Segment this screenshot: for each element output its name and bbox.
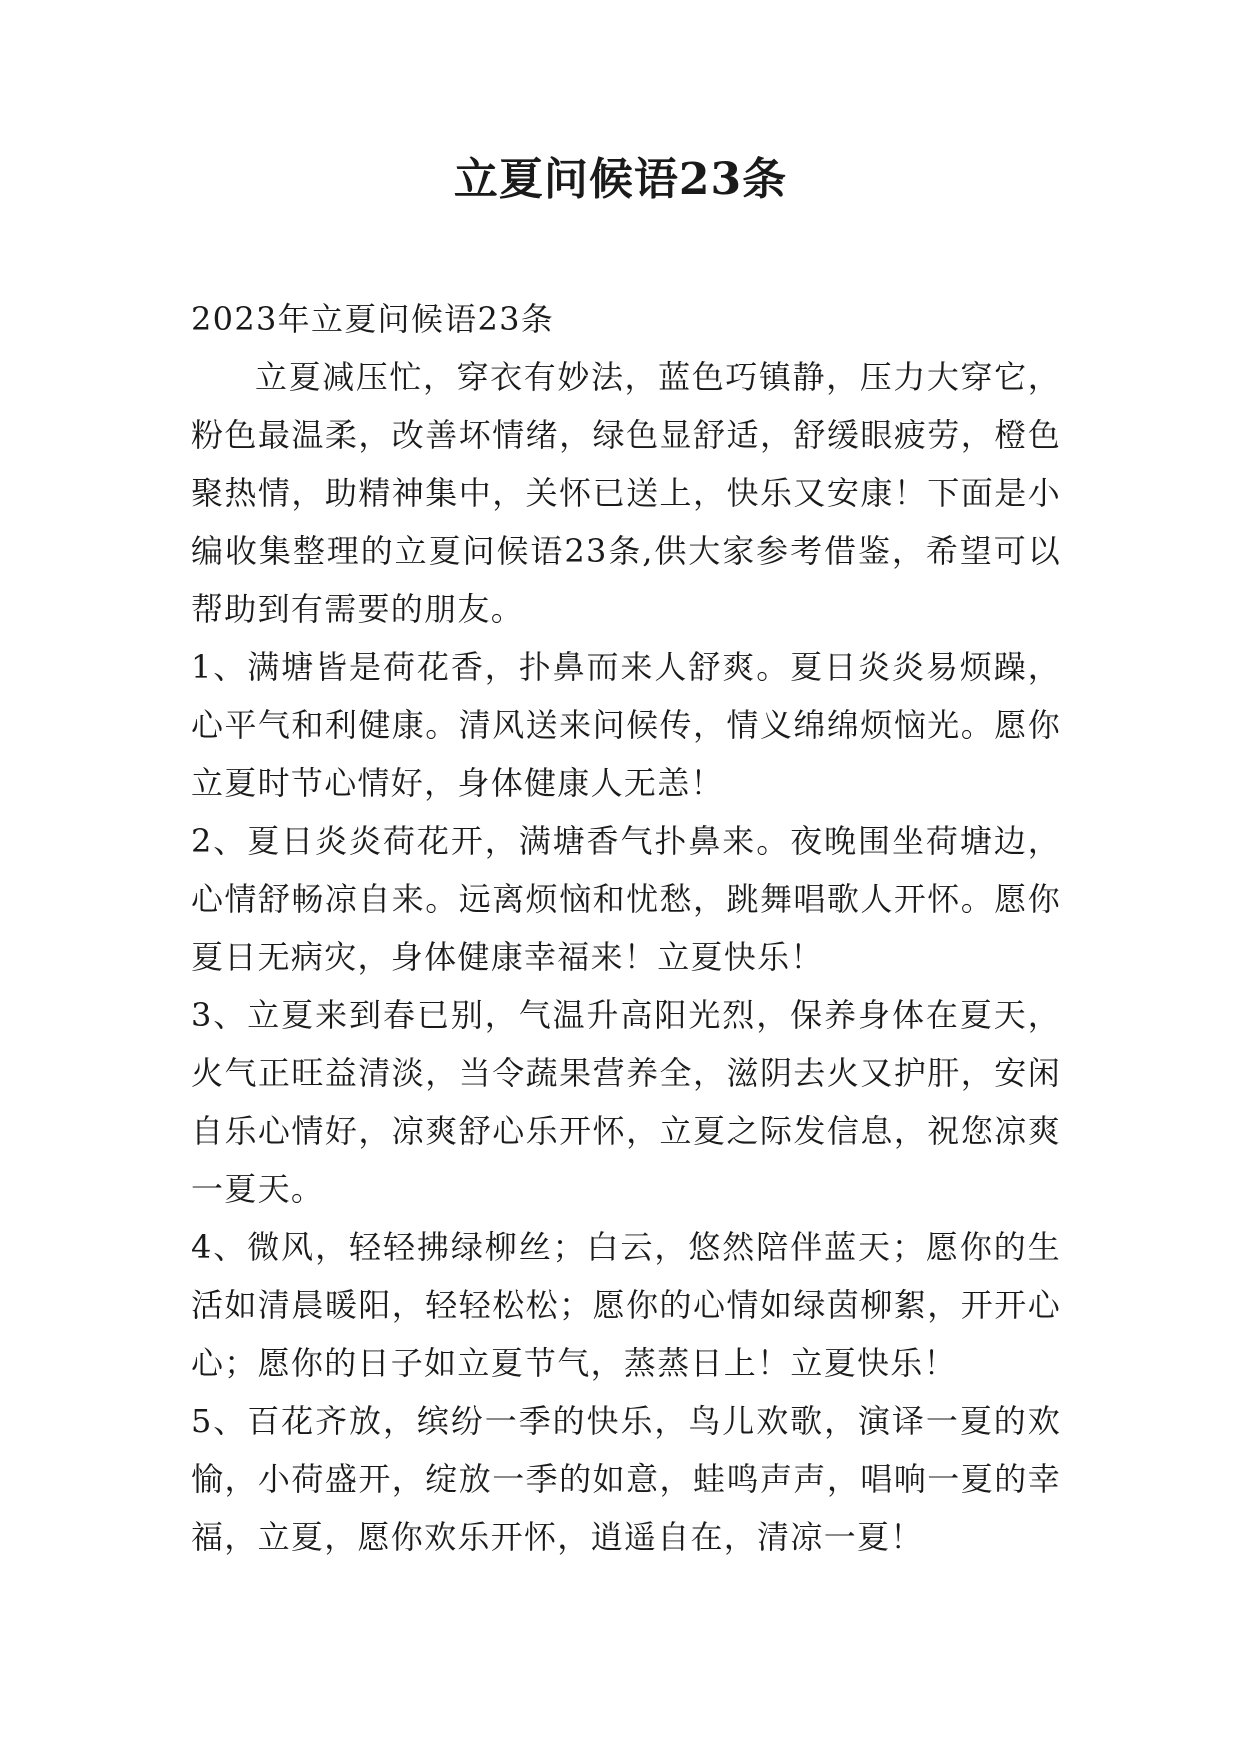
greeting-item-4: 4、微风，轻轻拂绿柳丝；白云，悠然陪伴蓝天；愿你的生活如清晨暖阳，轻轻松松；愿你的心情如绿茵柳絮，开开心心；愿你的日子如立夏节气，蒸蒸日上！立夏快乐！ [191, 1228, 1061, 1382]
greeting-item-1: 1、满塘皆是荷花香，扑鼻而来人舒爽。夏日炎炎易烦躁，心平气和利健康。清风送来问候传，情义绵绵烦恼光。愿你立夏时节心情好，身体健康人无恙！ [191, 648, 1061, 802]
document-subtitle: 2023年立夏问候语23条 [191, 300, 555, 338]
document-title: 立夏问候语23条 [453, 154, 788, 205]
greeting-item-3: 3、立夏来到春已别，气温升高阳光烈，保养身体在夏天，火气正旺益清淡，当令蔬果营养全，滋阴去火又护肝，安闲自乐心情好，凉爽舒心乐开怀，立夏之际发信息，祝您凉爽一夏天。 [191, 996, 1061, 1208]
greeting-item-2: 2、夏日炎炎荷花开，满塘香气扑鼻来。夜晚围坐荷塘边，心情舒畅凉自来。远离烦恼和忧愁，跳舞唱歌人开怀。愿你夏日无病灾，身体健康幸福来！立夏快乐！ [191, 822, 1061, 976]
document-body [191, 290, 1061, 1566]
greeting-item-5: 5、百花齐放，缤纷一季的快乐，鸟儿欢歌，演译一夏的欢愉，小荷盛开，绽放一季的如意，蛙鸣声声，唱响一夏的幸福，立夏，愿你欢乐开怀，逍遥自在，清凉一夏！ [191, 1402, 1061, 1556]
intro-paragraph: 立夏减压忙，穿衣有妙法，蓝色巧镇静，压力大穿它，粉色最温柔，改善坏情绪，绿色显舒适，舒缓眼疲劳，橙色聚热情，助精神集中，关怀已送上，快乐又安康！下面是小编收集整理的立夏问候语23条,供大家参考借鉴，希望可以帮助到有需要的朋友。 [191, 358, 1061, 628]
